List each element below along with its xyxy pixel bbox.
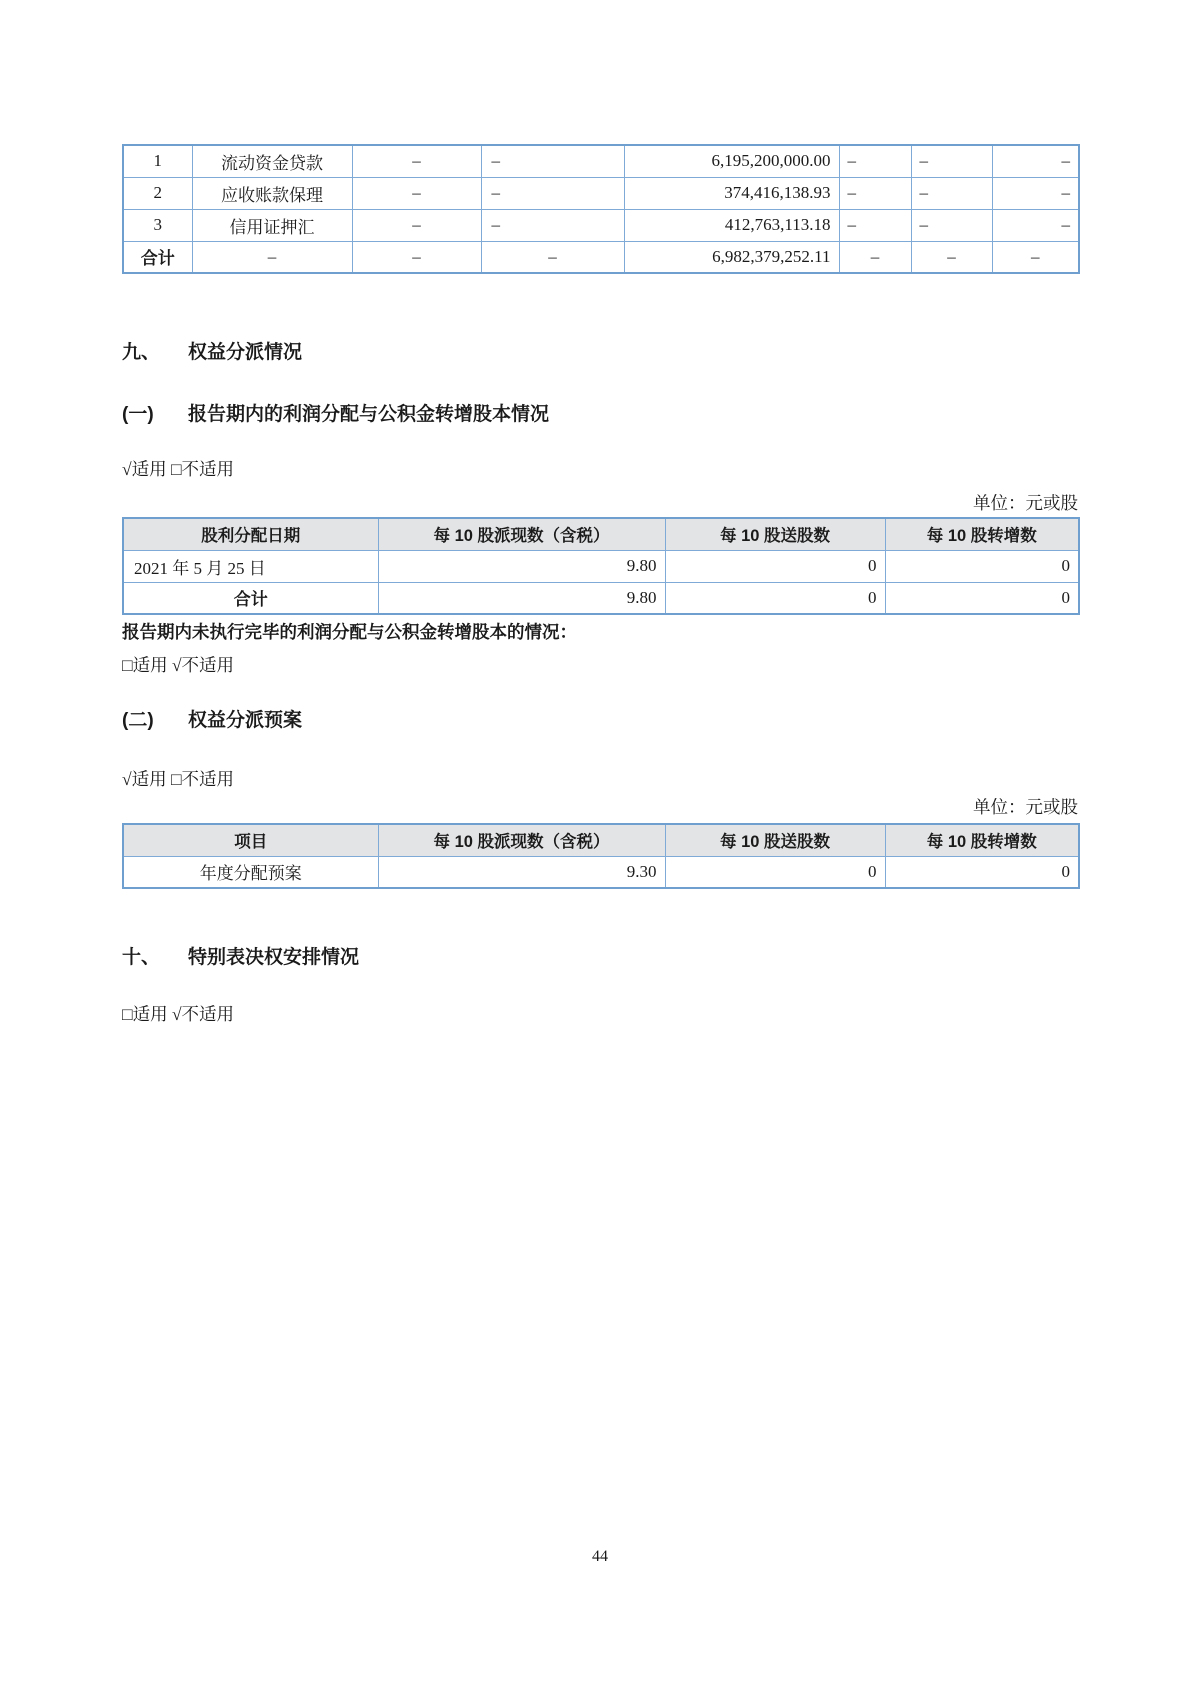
total-label-cell: 合计: [123, 241, 192, 273]
applicability-line: □适用 √不适用: [122, 655, 235, 675]
row-index-cell: 2: [123, 177, 192, 209]
value-cell: 9.30: [378, 856, 665, 888]
amount-cell: 412,763,113.18: [624, 209, 839, 241]
table-header-row: [123, 824, 1079, 856]
unit-label: 单位：元或股: [973, 797, 1078, 817]
header-cell: 每 10 股派现数（含税）: [378, 518, 665, 550]
row-index-cell: 1: [123, 145, 192, 177]
dash-cell: –: [911, 145, 992, 177]
item-name-cell: 流动资金贷款: [192, 145, 352, 177]
subsection-1-heading: [122, 402, 1078, 428]
row-index-cell: 3: [123, 209, 192, 241]
section-10-heading: [122, 945, 1078, 971]
value-cell: 9.80: [378, 582, 665, 614]
dash-cell: –: [911, 209, 992, 241]
amount-cell: 374,416,138.93: [624, 177, 839, 209]
dash-cell: –: [839, 177, 911, 209]
dash-cell: –: [911, 241, 992, 273]
dash-cell: –: [992, 145, 1079, 177]
dash-cell: –: [481, 241, 624, 273]
subsection-title: 权益分派预案: [188, 710, 303, 731]
header-cell: 每 10 股派现数（含税）: [378, 824, 665, 856]
value-cell: 0: [885, 550, 1079, 582]
subsection-2-heading: [122, 708, 1078, 734]
total-label-cell: 合计: [123, 582, 378, 614]
applicability-line: □适用 √不适用: [122, 1004, 235, 1024]
item-name-cell: 信用证押汇: [192, 209, 352, 241]
header-cell: 每 10 股送股数: [665, 518, 885, 550]
value-cell: 0: [665, 856, 885, 888]
section-title: 特别表决权安排情况: [188, 947, 360, 968]
header-cell: 每 10 股转增数: [885, 518, 1079, 550]
header-cell: 每 10 股转增数: [885, 824, 1079, 856]
header-cell: 股利分配日期: [123, 518, 378, 550]
dash-cell: –: [481, 177, 624, 209]
dash-cell: –: [992, 209, 1079, 241]
dash-cell: –: [839, 145, 911, 177]
section-number: 九、: [122, 342, 161, 363]
header-cell: 每 10 股送股数: [665, 824, 885, 856]
distribution-plan-table: [122, 823, 1080, 889]
dash-cell: –: [481, 209, 624, 241]
applicability-line: √适用 □不适用: [122, 459, 235, 479]
value-cell: 9.80: [378, 550, 665, 582]
dash-cell: –: [839, 209, 911, 241]
value-cell: 0: [665, 550, 885, 582]
page-content: [122, 0, 1078, 1025]
dash-cell: –: [992, 241, 1079, 273]
subsection-number: (二): [122, 710, 154, 731]
dash-cell: –: [352, 177, 481, 209]
dash-cell: –: [352, 209, 481, 241]
table-row: [123, 209, 1079, 241]
dash-cell: –: [352, 241, 481, 273]
subsection-title: 报告期内的利润分配与公积金转增股本情况: [188, 404, 550, 425]
amount-cell: 6,195,200,000.00: [624, 145, 839, 177]
dash-cell: –: [839, 241, 911, 273]
section-9-heading: [122, 340, 1078, 366]
item-name-cell: 应收账款保理: [192, 177, 352, 209]
total-amount-cell: 6,982,379,252.11: [624, 241, 839, 273]
dash-cell: –: [911, 177, 992, 209]
table-row: [123, 856, 1079, 888]
dash-cell: –: [192, 241, 352, 273]
table-row: [123, 550, 1079, 582]
section-number: 十、: [122, 947, 161, 968]
table-total-row: [123, 241, 1079, 273]
value-cell: 0: [665, 582, 885, 614]
dividend-distribution-table: [122, 517, 1080, 615]
financing-continued-table: [122, 144, 1080, 274]
applicability-line: √适用 □不适用: [122, 769, 235, 789]
unit-label: 单位：元或股: [973, 493, 1078, 513]
date-cell: 2021 年 5 月 25 日: [123, 550, 378, 582]
header-cell: 项目: [123, 824, 378, 856]
value-cell: 0: [885, 582, 1079, 614]
table-header-row: [123, 518, 1079, 550]
item-name-cell: 年度分配预案: [123, 856, 378, 888]
value-cell: 0: [885, 856, 1079, 888]
table-total-row: [123, 582, 1079, 614]
page-number: 44: [592, 1548, 608, 1565]
section-title: 权益分派情况: [188, 342, 303, 363]
dash-cell: –: [352, 145, 481, 177]
table-row: [123, 145, 1079, 177]
dash-cell: –: [992, 177, 1079, 209]
subsection-number: (一): [122, 404, 154, 425]
pending-distribution-note: 报告期内未执行完毕的利润分配与公积金转增股本的情况：: [122, 622, 577, 642]
dash-cell: –: [481, 145, 624, 177]
table-row: [123, 177, 1079, 209]
